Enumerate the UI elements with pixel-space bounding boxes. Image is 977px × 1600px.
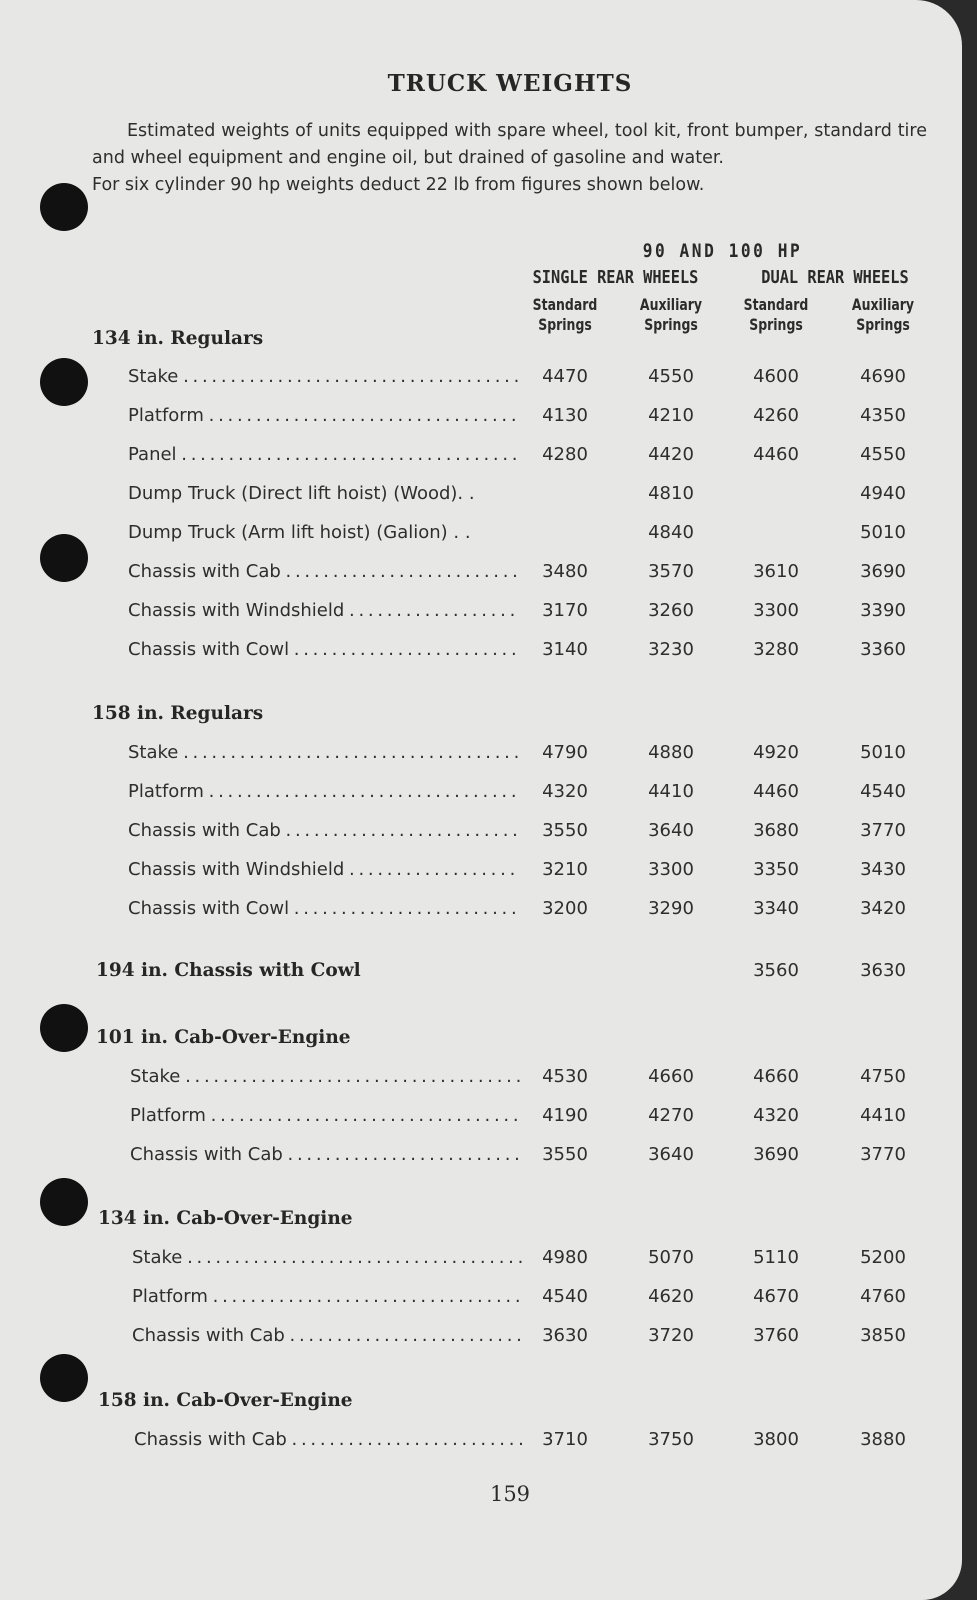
horsepower-heading: 90 AND 100 HP	[642, 240, 803, 262]
weight-value: 5200	[860, 1247, 906, 1268]
row-label: Platform . . .	[132, 1286, 522, 1307]
table-row	[0, 742, 962, 766]
table-row	[0, 444, 962, 468]
weight-value: 4350	[860, 405, 906, 426]
column-heading-line: Springs	[749, 315, 803, 334]
row-label: Panel . . .	[128, 444, 518, 465]
weight-value: 4810	[648, 483, 694, 504]
dual-rear-wheels-heading: DUAL REAR WHEELS	[761, 267, 909, 288]
table-row	[0, 366, 962, 390]
weight-value: 3760	[753, 1325, 799, 1346]
weight-value: 3550	[542, 820, 588, 841]
weight-value: 3640	[648, 1144, 694, 1165]
table-row	[0, 1286, 962, 1310]
row-label: Chassis with Cab . . .	[128, 820, 518, 841]
section-title: 158 in. Cab-Over-Engine	[98, 1390, 353, 1411]
weight-value: 4460	[753, 781, 799, 802]
weight-value: 3630	[860, 960, 906, 981]
weight-value: 4320	[542, 781, 588, 802]
weight-value: 3750	[648, 1429, 694, 1450]
weight-value: 3550	[542, 1144, 588, 1165]
weight-value: 5110	[753, 1247, 799, 1268]
weight-value: 3690	[860, 561, 906, 582]
intro-note: For six cylinder 90 hp weights deduct 22 lb from figures shown below.	[92, 175, 705, 195]
weight-value: 4840	[648, 522, 694, 543]
weight-value: 3720	[648, 1325, 694, 1346]
weight-value: 4130	[542, 405, 588, 426]
column-heading	[741, 295, 811, 335]
table-row	[0, 820, 962, 844]
row-label: Platform . . .	[130, 1105, 520, 1126]
weight-value: 4210	[648, 405, 694, 426]
row-label: Chassis with Windshield . . .	[128, 600, 518, 621]
weight-value: 3770	[860, 1144, 906, 1165]
weight-value: 4880	[648, 742, 694, 763]
weight-value: 3640	[648, 820, 694, 841]
weight-value: 4690	[860, 366, 906, 387]
weight-value: 3280	[753, 639, 799, 660]
weight-value: 4270	[648, 1105, 694, 1126]
row-label: Stake . . .	[130, 1066, 520, 1087]
section-title: 134 in. Regulars	[92, 328, 264, 349]
column-heading	[530, 295, 600, 335]
weight-value: 3630	[542, 1325, 588, 1346]
weight-value: 3140	[542, 639, 588, 660]
weight-value: 5010	[860, 522, 906, 543]
column-heading-line: Springs	[644, 315, 698, 334]
weight-value: 4470	[542, 366, 588, 387]
weight-value: 3360	[860, 639, 906, 660]
weight-value: 4600	[753, 366, 799, 387]
section-title: 134 in. Cab-Over-Engine	[98, 1208, 353, 1229]
table-row	[0, 561, 962, 585]
table-row	[0, 781, 962, 805]
binder-hole	[40, 1178, 88, 1226]
column-heading-line: Springs	[856, 315, 910, 334]
table-row	[0, 1325, 962, 1349]
row-label: Platform . . .	[128, 781, 518, 802]
weight-value: 3800	[753, 1429, 799, 1450]
section-title: 194 in. Chassis with Cowl	[96, 960, 361, 981]
binder-hole	[40, 183, 88, 231]
weight-value: 3390	[860, 600, 906, 621]
table-row	[0, 898, 962, 922]
column-heading-line: Standard	[532, 295, 598, 314]
weight-value: 4550	[648, 366, 694, 387]
table-row	[0, 639, 962, 663]
weight-value: 3200	[542, 898, 588, 919]
weight-value: 3880	[860, 1429, 906, 1450]
row-label: Stake . . .	[128, 742, 518, 763]
row-label: Chassis with Cowl . . .	[128, 898, 518, 919]
weight-value: 3770	[860, 820, 906, 841]
section-title: 101 in. Cab-Over-Engine	[96, 1027, 351, 1048]
weight-value: 4410	[860, 1105, 906, 1126]
section-title: 158 in. Regulars	[92, 703, 264, 724]
column-heading-line: Standard	[743, 295, 809, 314]
binder-hole	[40, 1354, 88, 1402]
row-label: Dump Truck (Arm lift hoist) (Galion) . .	[128, 522, 471, 543]
weight-value: 4540	[542, 1286, 588, 1307]
row-label: Stake . . .	[132, 1247, 522, 1268]
table-row	[0, 1066, 962, 1090]
weight-value: 4530	[542, 1066, 588, 1087]
weight-value: 3850	[860, 1325, 906, 1346]
table-row	[0, 600, 962, 624]
weight-value: 3690	[753, 1144, 799, 1165]
row-label: Chassis with Cab . . .	[130, 1144, 520, 1165]
weight-value: 4760	[860, 1286, 906, 1307]
table-row	[0, 960, 962, 984]
weight-value: 4420	[648, 444, 694, 465]
row-label: Chassis with Cowl . . .	[128, 639, 518, 660]
table-row	[0, 522, 962, 546]
row-label: Chassis with Cab . . .	[134, 1429, 524, 1450]
intro-text	[92, 118, 927, 199]
weight-value: 3210	[542, 859, 588, 880]
weight-value: 4940	[860, 483, 906, 504]
row-label: Chassis with Cab . . .	[132, 1325, 522, 1346]
column-heading	[636, 295, 706, 335]
weight-value: 4190	[542, 1105, 588, 1126]
weight-value: 4670	[753, 1286, 799, 1307]
table-row	[0, 1247, 962, 1271]
weight-value: 3300	[648, 859, 694, 880]
weight-value: 4550	[860, 444, 906, 465]
column-heading	[848, 295, 918, 335]
weight-value: 3340	[753, 898, 799, 919]
binder-hole	[40, 1004, 88, 1052]
row-label: Chassis with Cab . . .	[128, 561, 518, 582]
weight-value: 3300	[753, 600, 799, 621]
row-label: Platform . . .	[128, 405, 518, 426]
weight-value: 4410	[648, 781, 694, 802]
weight-value: 4920	[753, 742, 799, 763]
single-rear-wheels-heading: SINGLE REAR WHEELS	[532, 267, 699, 288]
intro-paragraph: Estimated weights of units equipped with spare wheel, tool kit, front bumper, standard tire and wheel equipment and engine oil, but drained of gasoline and water.	[92, 121, 927, 168]
table-row	[0, 1144, 962, 1168]
weight-value: 4790	[542, 742, 588, 763]
weight-value: 3260	[648, 600, 694, 621]
weight-value: 3350	[753, 859, 799, 880]
weight-value: 4660	[648, 1066, 694, 1087]
column-heading-line: Springs	[538, 315, 592, 334]
weight-value: 4540	[860, 781, 906, 802]
weight-value: 3680	[753, 820, 799, 841]
weight-value: 4460	[753, 444, 799, 465]
weight-value: 4980	[542, 1247, 588, 1268]
row-label: Chassis with Windshield . . .	[128, 859, 518, 880]
page-number: 159	[489, 1482, 531, 1506]
table-row	[0, 483, 962, 507]
weight-value: 3230	[648, 639, 694, 660]
weight-value: 4280	[542, 444, 588, 465]
weight-value: 4750	[860, 1066, 906, 1087]
weight-value: 3710	[542, 1429, 588, 1450]
weight-value: 3560	[753, 960, 799, 981]
table-row	[0, 859, 962, 883]
weight-value: 3290	[648, 898, 694, 919]
row-label: Stake . . .	[128, 366, 518, 387]
column-heading-line: Auxiliary	[639, 295, 703, 314]
weight-value: 4660	[753, 1066, 799, 1087]
weight-value: 4620	[648, 1286, 694, 1307]
weight-value: 4320	[753, 1105, 799, 1126]
weight-value: 3430	[860, 859, 906, 880]
page-title: TRUCK WEIGHTS	[387, 70, 633, 97]
table-row	[0, 1105, 962, 1129]
weight-value: 5010	[860, 742, 906, 763]
row-label: Dump Truck (Direct lift hoist) (Wood). .	[128, 483, 475, 504]
weight-value: 3610	[753, 561, 799, 582]
weight-value: 5070	[648, 1247, 694, 1268]
table-row	[0, 1429, 962, 1453]
weight-value: 3570	[648, 561, 694, 582]
weight-value: 3420	[860, 898, 906, 919]
column-heading-line: Auxiliary	[851, 295, 915, 314]
table-row	[0, 405, 962, 429]
weight-value: 3170	[542, 600, 588, 621]
weight-value: 3480	[542, 561, 588, 582]
weight-value: 4260	[753, 405, 799, 426]
